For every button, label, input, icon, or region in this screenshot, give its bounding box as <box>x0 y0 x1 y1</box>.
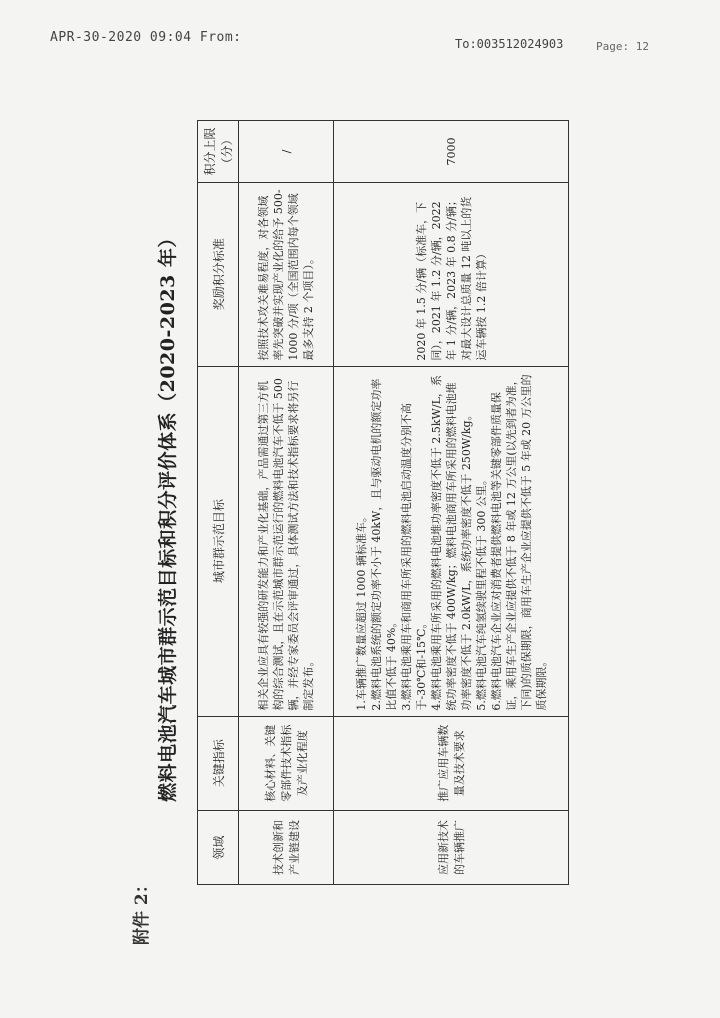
table-row <box>334 121 569 885</box>
target-line: 2.燃料电池系统的额定功率不小于 40kW，且与驱动电机的额定功率比值不低于 40%。 <box>369 378 398 711</box>
header-reward: 奖励积分标准 <box>198 182 239 366</box>
table-header-row <box>198 121 239 885</box>
cell-cap: / <box>239 121 334 183</box>
header-cap: 积分上限（分） <box>198 121 239 183</box>
header-indicator: 关键指标 <box>198 716 239 810</box>
cell-domain: 技术创新和产业链建设 <box>239 810 334 884</box>
document-title: 燃料电池汽车城市群示范目标和积分评价体系（2020-2023 年） <box>157 228 179 802</box>
evaluation-table <box>197 120 569 885</box>
fax-header-page: Page: 12 <box>596 40 649 53</box>
cell-cap: 7000 <box>334 121 569 183</box>
fax-header-from: APR-30-2020 09:04 From: <box>50 30 242 45</box>
target-line: 5.燃料电池汽车纯氢续驶里程不低于 300 公里。 <box>474 474 488 711</box>
cell-reward: 按照技术攻关难易程度，对各领域率先突破并实现产业化的给予 500-1000 分/项（全国范围内每个领域最多支持 2 个项目）。 <box>239 182 334 366</box>
target-line: 相关企业应具有较强的研发能力和产业化基础，产品需通过第三方机构的综合测试，且在示范城市群示范运行的燃料电池汽车不低于 500 辆，并经专家委员会评审通过，具体测试方法和技术指标要求将另行制定发布。 <box>257 378 315 711</box>
rotated-document <box>127 115 657 945</box>
header-domain: 领域 <box>198 810 239 884</box>
fax-header-to: To:003512024903 <box>455 37 564 51</box>
target-line: 1.车辆推广数量应超过 1000 辆标准车。 <box>354 511 368 711</box>
table-row <box>239 121 334 885</box>
header-target: 城市群示范目标 <box>198 366 239 716</box>
cell-domain: 应用新技术的车辆推广 <box>334 810 569 884</box>
target-line: 3.燃料电池乘用车和商用车所采用的燃料电池启动温度分别不高于-30℃和-15℃。 <box>399 403 428 711</box>
cell-reward: 2020 年 1.5 分/辆（标准车，下同），2021 年 1.2 分/辆，2022 年 1 分/辆，2023 年 0.8 分/辆；对最大设计总质量 12 吨以上的货运车辆按 1.2 倍计算） <box>334 182 569 366</box>
annex-label: 附件 2： <box>132 876 152 945</box>
cell-target <box>239 366 334 716</box>
cell-target <box>334 366 569 716</box>
target-line: 4.燃料电池乘用车所采用的燃料电池堆功率密度不低于 2.5kW/L，系统功率密度不低于 400W/kg；燃料电池商用车所采用的燃料电池堆功率密度不低于 2.0kW/L，系统功率密度不低于 250W/kg。 <box>429 375 473 711</box>
cell-indicator: 推广应用车辆数量及技术要求 <box>334 716 569 810</box>
target-line: 6.燃料电池汽车企业应对消费者提供燃料电池等关键零部件质量保证，乘用车生产企业应提供不低于 8 年或 12 万公里(以先到者为准，下同)的质保期限，商用车生产企业应提供不低于 5 年或 20 万公里的质保期限。 <box>489 374 548 711</box>
cell-indicator: 核心材料、关键零部件技术指标及产业化程度 <box>239 716 334 810</box>
